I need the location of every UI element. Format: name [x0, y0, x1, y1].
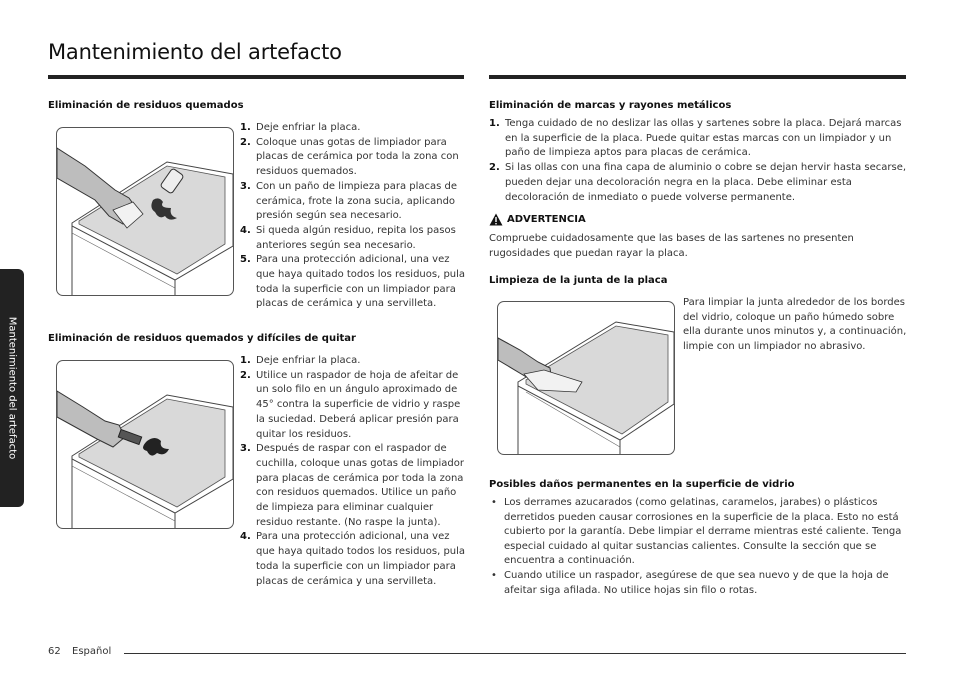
step-text: Coloque unas gotas de limpiador para placas de cerámica por toda la zona con residuos quemados. — [256, 136, 459, 178]
step-number: 3. — [240, 180, 251, 192]
list-item — [489, 117, 907, 161]
step-text: Si las ollas con una fina capa de aluminio o cobre se dejan hervir hasta secarse, pueden dejar una decoloración negra en la placa. Debe eliminar esta decoloración de inmediato o puede volverse permanente. — [505, 162, 907, 203]
section-heading-hard-residue: Eliminación de residuos quemados y difíciles de quitar — [48, 333, 356, 344]
illustration-cleaner-bottle — [56, 127, 234, 296]
step-text: Para una protección adicional, una vez que haya quitado todos los residuos, pula toda la superficie con un limpiador para placas de cerámica y una servilleta. — [256, 254, 466, 310]
footer-language: Español — [72, 646, 112, 657]
warning-label-text: ADVERTENCIA — [507, 214, 586, 225]
step-text: Deje enfriar la placa. — [256, 355, 361, 366]
step-text: Después de raspar con el raspador de cuchilla, coloque unas gotas de limpiador para placas de cerámica por toda la zona con residuos quemados. Utilice un paño de limpieza para eliminar cualquier residuo restante. (No raspe la junta). — [256, 443, 464, 528]
list-item — [240, 224, 466, 253]
footer-rule — [124, 653, 906, 654]
gasket-text: Para limpiar la junta alrededor de los bordes del vidrio, coloque un paño húmedo sobre ella durante unos minutos y, a continuación, limpie con un limpiador no abrasivo. — [683, 297, 907, 352]
list-item — [240, 253, 466, 312]
bullet-text: Cuando utilice un raspador, asegúrese de que sea nuevo y de que la hoja de afeitar siga afilada. No utilice hojas sin filo o rotas. — [504, 569, 889, 596]
step-number: 2. — [489, 162, 500, 174]
step-number: 4. — [240, 531, 251, 543]
step-number: 4. — [240, 224, 251, 236]
list-item — [240, 354, 466, 369]
step-text: Con un paño de limpieza para placas de cerámica, frote la zona sucia, aplicando presión según sea necesario. — [256, 180, 458, 222]
step-text: Deje enfriar la placa. — [256, 122, 361, 133]
bullets-permanent-damage — [489, 496, 907, 598]
warning-text: Compruebe cuidadosamente que las bases de las sartenes no presenten rugosidades que puedan rayar la placa. — [489, 233, 854, 259]
step-text: Si queda algún residuo, repita los pasos anteriores según sea necesario. — [256, 224, 456, 251]
list-item — [240, 369, 466, 443]
step-number: 1. — [489, 118, 500, 129]
page-title: Mantenimiento del artefacto — [48, 40, 342, 64]
step-text: Utilice un raspador de hoja de afeitar de un solo filo en un ángulo aproximado de 45° contra la superficie de vidrio y raspe la suciedad. Deberá aplicar presión para quitar los residuos. — [256, 369, 461, 440]
section-heading-gasket: Limpieza de la junta de la placa — [489, 275, 668, 286]
step-text: Tenga cuidado de no deslizar las ollas y sartenes sobre la placa. Dejará marcas en la superficie de la placa. Puede quitar estas marcas con un limpiador y un paño de limpieza aptos para placas de cerámica. — [505, 118, 902, 159]
cooktop-scraper-illustration — [57, 361, 233, 528]
title-rule-left — [48, 75, 464, 79]
section-heading-burnt-residue: Eliminación de residuos quemados — [48, 100, 244, 111]
warning-label — [489, 213, 586, 226]
list-item — [240, 121, 466, 136]
section-heading-metal-marks: Eliminación de marcas y rayones metálicos — [489, 100, 732, 111]
title-rule-right — [489, 75, 906, 79]
step-number: 2. — [240, 136, 251, 148]
steps-metal-marks — [489, 117, 907, 205]
list-item — [489, 569, 907, 598]
list-item — [489, 496, 907, 569]
step-number: 1. — [240, 355, 251, 366]
cooktop-gasket-cloth-illustration — [498, 302, 674, 454]
list-item — [240, 180, 466, 224]
illustration-scraper — [56, 360, 234, 529]
warning-triangle-icon — [489, 213, 503, 226]
steps-hard-residue — [240, 354, 466, 589]
bullet-dot: • — [491, 569, 497, 581]
list-item — [240, 442, 466, 530]
step-text: Para una protección adicional, una vez que haya quitado todos los residuos, pula toda la superficie con un limpiador para placas de cerámica y una servilleta. — [256, 531, 466, 587]
side-tab-label: Mantenimiento del artefacto — [6, 316, 18, 460]
bullet-text: Los derrames azucarados (como gelatinas, caramelos, jarabes) o plásticos derretidos pueden causar corrosiones en la superficie de la placa. Esto no está cubierto por la garantía. Debe limpiar el derrame mientras esté caliente. Tenga especial cuidado al quitar sustancias calientes. Consulte la sección que se encuentra a continuación. — [504, 497, 902, 567]
step-number: 3. — [240, 443, 251, 455]
step-number: 2. — [240, 369, 251, 381]
page-number: 62 — [48, 646, 61, 657]
list-item — [240, 136, 466, 180]
step-number: 1. — [240, 122, 251, 133]
illustration-gasket — [497, 301, 675, 455]
steps-burnt-residue — [240, 121, 466, 312]
step-number: 5. — [240, 254, 251, 266]
list-item — [240, 530, 466, 589]
cooktop-cleaner-bottle-illustration — [57, 128, 233, 295]
section-heading-permanent-damage: Posibles daños permanentes en la superficie de vidrio — [489, 479, 795, 490]
list-item — [489, 161, 907, 205]
bullet-dot: • — [491, 497, 497, 508]
side-tab — [0, 269, 24, 507]
